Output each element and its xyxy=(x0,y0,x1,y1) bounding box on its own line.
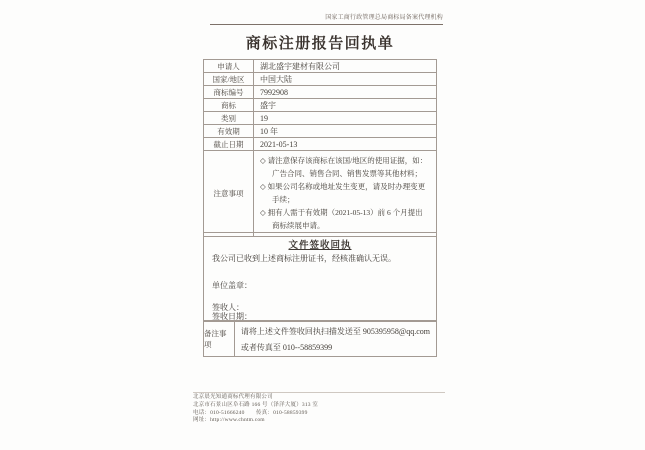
row-value: 19 xyxy=(254,112,437,125)
note-item: ◇ 如果公司名称或地址发生变更，请及时办理变更手续； xyxy=(260,182,426,204)
footer-website: 网址：http://www.chntm.com xyxy=(193,417,265,424)
notes-content xyxy=(254,151,437,237)
row-label: 有效期 xyxy=(204,125,254,138)
row-value: 盛宇 xyxy=(254,99,437,112)
footer-divider xyxy=(193,392,445,393)
receipt-statement: 我公司已收到上述商标注册证书，经核准确认无误。 xyxy=(212,254,396,263)
table-row xyxy=(204,112,437,125)
trademark-info-table xyxy=(203,59,437,237)
table-row xyxy=(204,60,437,73)
table-row xyxy=(204,138,437,151)
note-item: ◇ 拥有人需于有效期（2021-05-13）前 6 个月提出商标续展申请。 xyxy=(260,208,423,230)
remark-row xyxy=(203,321,437,357)
company-stamp-label: 单位盖章： xyxy=(212,281,252,290)
notes-row xyxy=(204,151,437,237)
agency-filing-note: 国家工商行政管理总局商标局备案代理机构 xyxy=(325,15,443,21)
remark-line-fax: 或者传真至 010--58859399 xyxy=(240,343,333,352)
row-value: 中国大陆 xyxy=(254,73,437,86)
document-receipt-box xyxy=(203,232,437,321)
table-row xyxy=(204,99,437,112)
signer-label: 签收人： xyxy=(212,303,244,312)
header-divider xyxy=(210,24,443,25)
row-label: 商标编号 xyxy=(204,86,254,99)
row-label: 国家/地区 xyxy=(204,73,254,86)
row-label: 截止日期 xyxy=(204,138,254,151)
table-row xyxy=(204,73,437,86)
sign-date-label: 签收日期： xyxy=(212,312,252,321)
note-item: ◇ 请注意保存该商标在该国/地区的使用证据，如：广告合同、销售合同、销售发票等其他材料； xyxy=(260,156,428,178)
footer-company: 北京晨光知通商标代理有限公司 xyxy=(193,394,273,400)
agency-footer xyxy=(193,394,318,425)
table-row xyxy=(204,125,437,138)
row-label: 申请人 xyxy=(204,60,254,73)
page-title: 商标注册报告回执单 xyxy=(245,36,395,52)
footer-address: 北京市石景山区阜石路 166 号（泽洋大厦）313 室 xyxy=(193,401,319,408)
row-label: 商标 xyxy=(204,99,254,112)
row-label: 类别 xyxy=(204,112,254,125)
row-value: 7992908 xyxy=(254,86,437,99)
receipt-box-title: 文件签收回执 xyxy=(288,241,352,251)
footer-phone-fax: 电话：010-51666240 传真：010-58859399 xyxy=(193,409,308,416)
notes-label: 注意事项 xyxy=(204,151,254,237)
remark-line-email: 请将上述文件签收回执扫描发送至 905395958@qq.com xyxy=(240,327,430,336)
remark-content xyxy=(235,322,436,356)
remark-label: 备注事项 xyxy=(204,322,235,356)
table-row xyxy=(204,86,437,99)
row-value: 湖北盛宇建材有限公司 xyxy=(254,60,437,73)
row-value: 2021-05-13 xyxy=(254,138,437,151)
row-value: 10 年 xyxy=(254,125,437,138)
